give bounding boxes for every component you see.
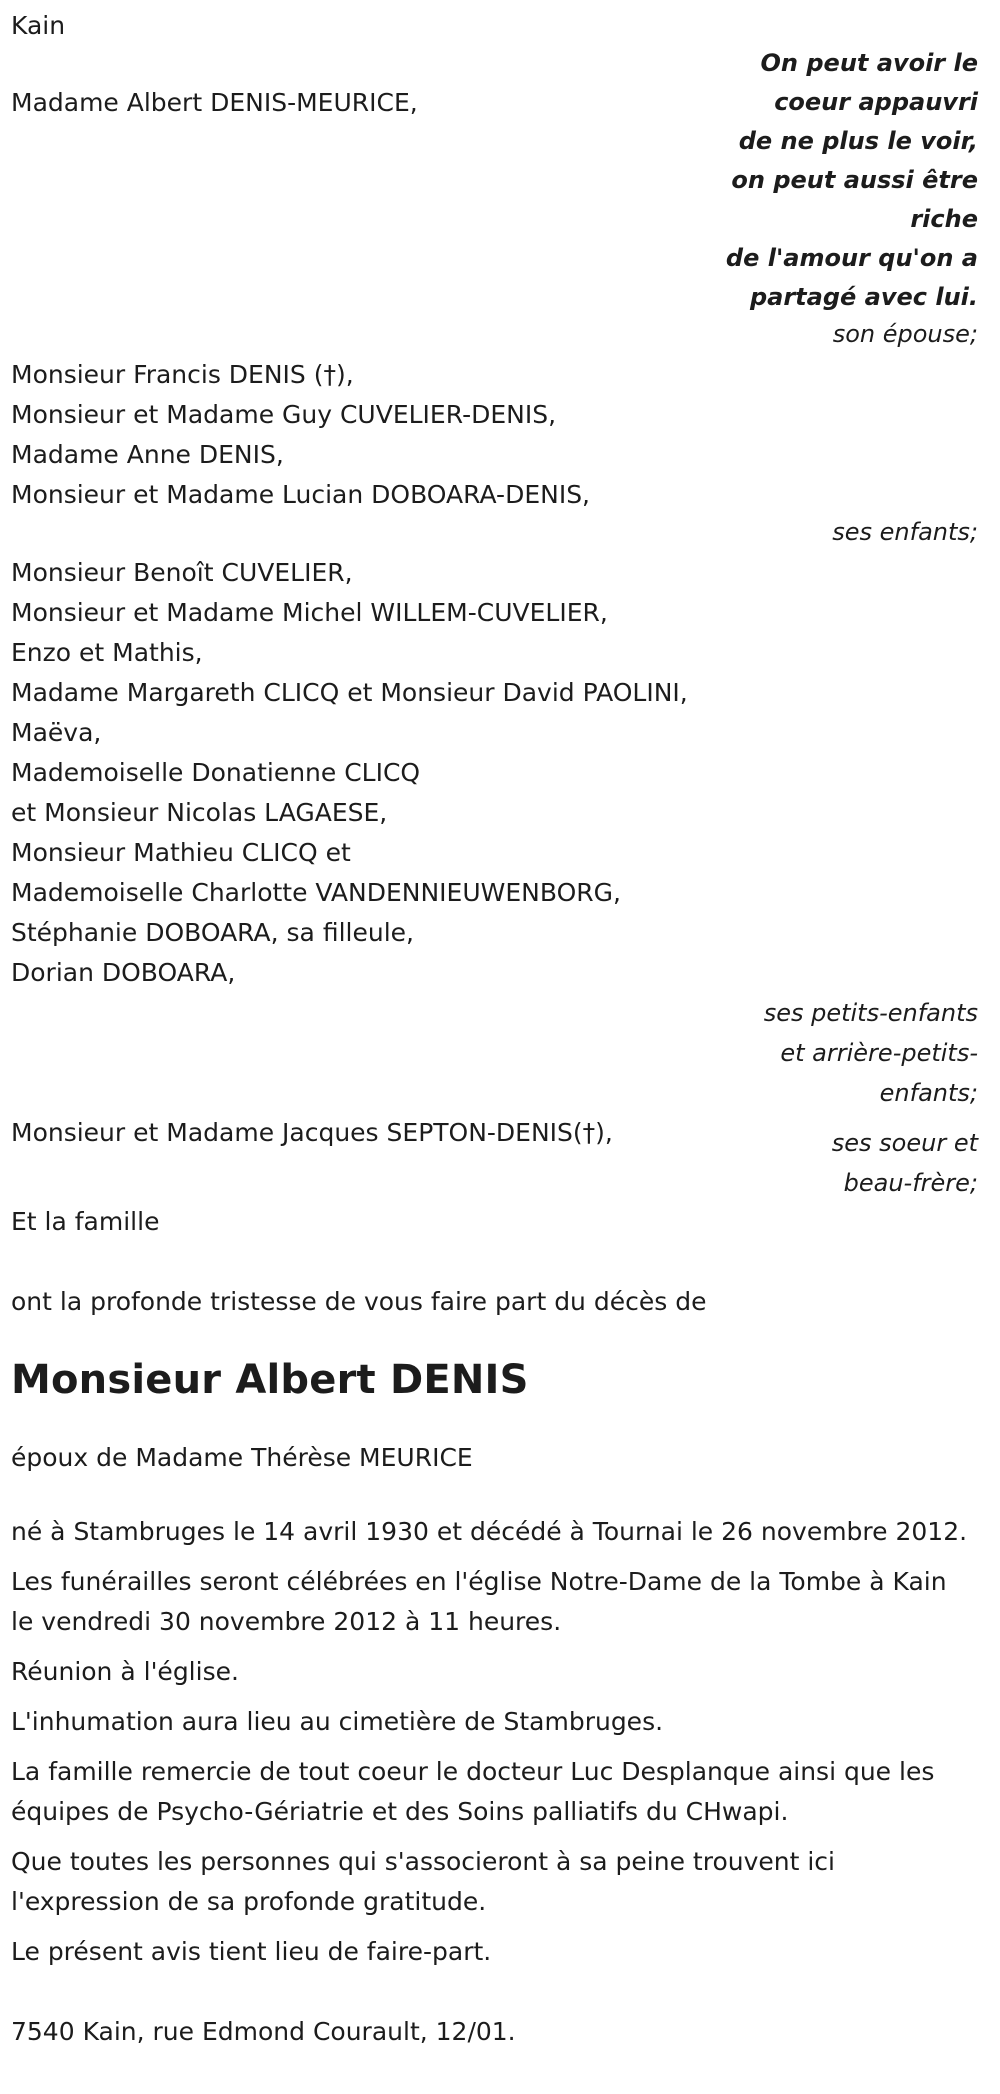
address: 7540 Kain, rue Edmond Courault, 12/01. bbox=[11, 2017, 516, 2046]
relation-line: et arrière-petits- bbox=[780, 1039, 978, 1067]
details bbox=[11, 1512, 971, 1972]
grandchild-name: Mademoiselle Donatienne CLICQ bbox=[11, 758, 421, 787]
poem-line: de ne plus le voir, bbox=[738, 127, 978, 155]
grandchild-name: Mademoiselle Charlotte VANDENNIEUWENBORG, bbox=[11, 878, 621, 907]
siblings-relation bbox=[832, 1123, 978, 1203]
grandchild-name: Monsieur Mathieu CLICQ et bbox=[11, 838, 351, 867]
spouse-relation: son épouse; bbox=[832, 320, 978, 348]
relation-line: ses soeur et bbox=[831, 1129, 978, 1157]
grandchildren-list bbox=[11, 553, 989, 993]
grandchild-name: Monsieur Benoît CUVELIER, bbox=[11, 558, 353, 587]
grandchild-name: Maëva, bbox=[11, 718, 102, 747]
obituary-notice bbox=[11, 6, 989, 2052]
paragraph: Les funérailles seront célébrées en l'église Notre-Dame de la Tombe à Kain le vendredi 30 novembre 2012 à 11 heures. bbox=[11, 1567, 947, 1636]
paragraph: La famille remercie de tout coeur le docteur Luc Desplanque ainsi que les équipes de Psycho-Gériatrie et des Soins palliatifs du CHwapi. bbox=[11, 1757, 935, 1826]
child-name: Monsieur et Madame Lucian DOBOARA-DENIS, bbox=[11, 480, 591, 509]
family-line: Et la famille bbox=[11, 1207, 160, 1236]
location: Kain bbox=[11, 11, 66, 40]
deceased-name: Monsieur Albert DENIS bbox=[11, 1357, 529, 1403]
poem-line: On peut avoir le bbox=[760, 49, 978, 77]
grandchild-name: et Monsieur Nicolas LAGAESE, bbox=[11, 798, 388, 827]
relation-line: ses petits-enfants bbox=[763, 999, 978, 1027]
grandchild-name: Stéphanie DOBOARA, sa filleule, bbox=[11, 918, 414, 947]
grandchild-name: Madame Margareth CLICQ et Monsieur David PAOLINI, bbox=[11, 678, 688, 707]
poem-line: riche bbox=[910, 205, 978, 233]
grandchild-name: Enzo et Mathis, bbox=[11, 638, 203, 667]
relation-line: enfants; bbox=[879, 1079, 978, 1107]
child-name: Monsieur et Madame Guy CUVELIER-DENIS, bbox=[11, 400, 557, 429]
spouse-section bbox=[11, 44, 989, 351]
grandchild-name: Monsieur et Madame Michel WILLEM-CUVELIER, bbox=[11, 598, 608, 627]
paragraph: Réunion à l'église. bbox=[11, 1657, 239, 1686]
grandchild-name: Dorian DOBOARA, bbox=[11, 958, 236, 987]
children-relation: ses enfants; bbox=[832, 518, 978, 546]
paragraph: Que toutes les personnes qui s'associeront à sa peine trouvent ici l'expression de sa profonde gratitude. bbox=[11, 1847, 835, 1916]
children-list bbox=[11, 355, 989, 515]
paragraph: L'inhumation aura lieu au cimetière de Stambruges. bbox=[11, 1707, 664, 1736]
poem-line: on peut aussi être bbox=[731, 166, 978, 194]
siblings-name: Monsieur et Madame Jacques SEPTON-DENIS(†), bbox=[11, 1118, 613, 1147]
poem-line: partagé avec lui. bbox=[749, 283, 978, 311]
announcement: ont la profonde tristesse de vous faire part du décès de bbox=[11, 1287, 707, 1316]
poem bbox=[726, 44, 978, 317]
poem-line: de l'amour qu'on a bbox=[725, 244, 978, 272]
child-name: Madame Anne DENIS, bbox=[11, 440, 284, 469]
husband-of: époux de Madame Thérèse MEURICE bbox=[11, 1443, 473, 1472]
poem-line: coeur appauvri bbox=[774, 88, 978, 116]
paragraph: né à Stambruges le 14 avril 1930 et décédé à Tournai le 26 novembre 2012. bbox=[11, 1517, 968, 1546]
child-name: Monsieur Francis DENIS (†), bbox=[11, 360, 354, 389]
children-section bbox=[11, 355, 989, 515]
poem-block bbox=[726, 44, 978, 351]
relation-line: beau-frère; bbox=[843, 1169, 978, 1197]
spouse-name: Madame Albert DENIS-MEURICE, bbox=[11, 88, 418, 117]
paragraph: Le présent avis tient lieu de faire-part. bbox=[11, 1937, 492, 1966]
siblings-section bbox=[11, 1113, 989, 1203]
grandchildren-relation bbox=[11, 993, 978, 1113]
